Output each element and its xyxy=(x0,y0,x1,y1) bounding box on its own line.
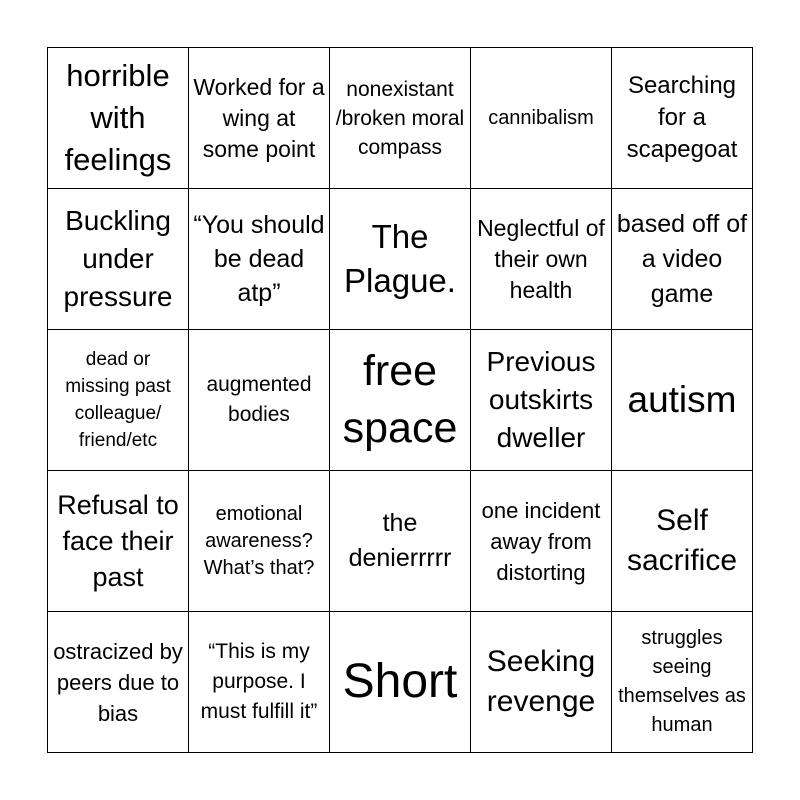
bingo-cell-text: autism xyxy=(627,379,737,420)
bingo-cell-text: Previous outskirts dweller xyxy=(486,346,596,453)
bingo-cell-text: the denierrrrr xyxy=(348,509,452,572)
bingo-cell-text: augmented bodies xyxy=(206,373,312,426)
bingo-cell[interactable] xyxy=(471,471,612,612)
free-space-cell[interactable] xyxy=(330,330,471,471)
bingo-cell-text: ostracized by peers due to bias xyxy=(53,638,183,726)
bingo-cell[interactable] xyxy=(471,48,612,189)
bingo-cell-text: nonexistant /broken moral compass xyxy=(335,77,465,159)
bingo-cell[interactable] xyxy=(612,189,753,330)
bingo-cell-text: Seeking revenge xyxy=(486,645,596,718)
bingo-cell-text: dead or missing past colleague/ friend/etc xyxy=(65,349,171,451)
bingo-cell[interactable] xyxy=(48,612,189,753)
bingo-cell[interactable] xyxy=(189,330,330,471)
bingo-cell[interactable] xyxy=(48,48,189,189)
bingo-cell[interactable] xyxy=(612,471,753,612)
bingo-cell-text: The Plague. xyxy=(344,218,456,299)
bingo-board xyxy=(47,47,753,753)
bingo-cell[interactable] xyxy=(48,330,189,471)
bingo-cell-text: “You should be dead atp” xyxy=(193,211,325,307)
bingo-cell[interactable] xyxy=(48,471,189,612)
bingo-cell[interactable] xyxy=(471,330,612,471)
bingo-cell-text: Worked for a wing at some point xyxy=(193,73,325,162)
bingo-cell[interactable] xyxy=(612,612,753,753)
bingo-cell-text: horrible with feelings xyxy=(64,58,172,177)
bingo-cell[interactable] xyxy=(189,189,330,330)
bingo-cell[interactable] xyxy=(48,189,189,330)
bingo-cell[interactable] xyxy=(330,471,471,612)
bingo-cell[interactable] xyxy=(189,471,330,612)
bingo-cell[interactable] xyxy=(471,189,612,330)
bingo-cell[interactable] xyxy=(189,48,330,189)
bingo-cell-text: struggles seeing themselves as human xyxy=(618,627,746,736)
bingo-cell-text: Searching for a scapegoat xyxy=(626,72,738,163)
bingo-cell[interactable] xyxy=(330,48,471,189)
bingo-cell[interactable] xyxy=(189,612,330,753)
bingo-cell-text: Self sacrifice xyxy=(626,504,738,577)
bingo-cell-text: cannibalism xyxy=(488,107,594,129)
bingo-cell-text: Refusal to face their past xyxy=(57,490,179,592)
bingo-cell-text: based off of a video game xyxy=(616,209,748,308)
bingo-cell-text: Short xyxy=(342,655,458,708)
bingo-cell[interactable] xyxy=(612,48,753,189)
bingo-cell[interactable] xyxy=(612,330,753,471)
bingo-cell[interactable] xyxy=(330,612,471,753)
free-space-text: free space xyxy=(342,347,458,452)
bingo-cell-text: Neglectful of their own health xyxy=(477,214,605,303)
bingo-cell-text: one incident away from distorting xyxy=(481,497,601,585)
bingo-cell[interactable] xyxy=(471,612,612,753)
bingo-cell-text: Buckling under pressure xyxy=(63,205,173,312)
bingo-cell-text: emotional awareness? What’s that? xyxy=(203,502,315,579)
bingo-cell-text: “This is my purpose. I must fulfill it” xyxy=(200,640,318,723)
bingo-cell[interactable] xyxy=(330,189,471,330)
